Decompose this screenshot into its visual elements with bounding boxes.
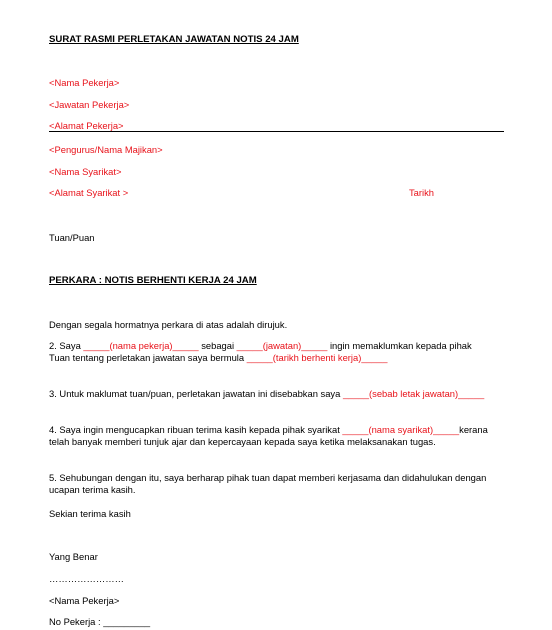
paragraph-5: 5. Sehubungan dengan itu, saya berharap pihak tuan dapat memberi kerjasama dan didahulukan dengan ucapan terima kasih.	[49, 472, 487, 495]
date-placeholder: Tarikh	[409, 187, 435, 198]
opening-line: Dengan segala hormatnya perkara di atas adalah dirujuk.	[49, 319, 288, 330]
sign-off: Yang Benar	[49, 551, 98, 562]
p2-end-date-blank: _____(tarikh berhenti kerja)_____	[246, 351, 388, 363]
closing-line: Sekian terima kasih	[49, 508, 131, 519]
p2-employee-name-blank: _____(nama pekerja)_____	[83, 340, 199, 351]
p4-text-c: kerana telah banyak memberi tunjuk ajar dan kepercayaan kepada saya ketika melaksanakan tugas.	[49, 424, 488, 447]
address-divider	[49, 131, 504, 132]
p3-reason-blank: _____(sebab letak jawatan)_____	[342, 388, 485, 399]
signature-dots: ……………………	[49, 573, 124, 584]
employee-address-placeholder: <Alamat Pekerja>	[49, 120, 124, 131]
p2-text-c: sebagai	[198, 340, 237, 351]
employee-position-placeholder: <Jawatan Pekerja>	[49, 99, 130, 110]
p2-text-a: 2. Saya	[49, 340, 84, 351]
paragraph-3	[49, 388, 489, 400]
p4-company-blank: _____(nama syarikat)_____	[342, 424, 460, 435]
salutation: Tuan/Puan	[49, 232, 95, 243]
paragraph-2	[49, 340, 489, 364]
letter-title: SURAT RASMI PERLETAKAN JAWATAN NOTIS 24 JAM	[49, 34, 299, 45]
p2-position-blank: _____(jawatan)_____	[236, 340, 328, 351]
manager-placeholder: <Pengurus/Nama Majikan>	[49, 144, 163, 155]
company-address-placeholder: <Alamat Syarikat >	[49, 187, 129, 198]
paragraph-4	[49, 424, 489, 448]
employee-name-placeholder: <Nama Pekerja>	[49, 77, 120, 88]
p2-text-e: ingin memaklumkan kepada pihak Tuan tentang perletakan jawatan saya bermula	[49, 340, 472, 363]
signer-name-placeholder: <Nama Pekerja>	[49, 595, 120, 606]
employee-number-field: No Pekerja : _________	[49, 616, 151, 627]
company-name-placeholder: <Nama Syarikat>	[49, 166, 122, 177]
p3-text-a: 3. Untuk maklumat tuan/puan, perletakan jawatan ini disebabkan saya	[49, 388, 343, 399]
subject-heading: PERKARA : NOTIS BERHENTI KERJA 24 JAM	[49, 275, 257, 286]
p4-text-a: 4. Saya ingin mengucapkan ribuan terima kasih kepada pihak syarikat	[49, 424, 343, 435]
